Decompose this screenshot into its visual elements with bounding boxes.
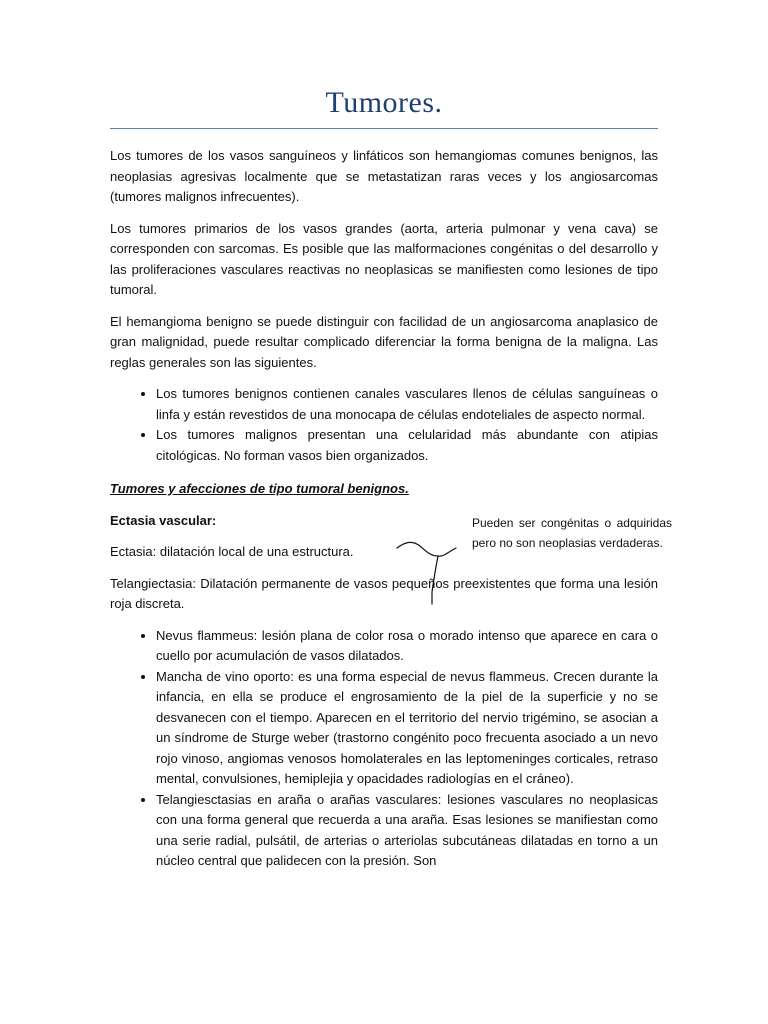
- side-note: Pueden ser congénitas o adquiridas pero no son neoplasias verdaderas.: [472, 516, 672, 550]
- ectasia-definition: Ectasia: dilatación local de una estructura.: [110, 544, 354, 559]
- telangiectasia-definition: Telangiectasia: Dilatación permanente de vasos pequeños preexistentes que forma una lesión roja discreta.: [110, 575, 658, 611]
- list-item: • Telangiesctasias en araña o arañas vasculares: lesiones vasculares no neoplasicas con una forma general que recuerda a una araña. Esas lesiones se manifiestan como una serie radial, pulsátil, de arterias o arteriolas subcutáneas dilatadas en torno a un núcleo central que palidecen con la presión. Son: [156, 790, 658, 872]
- list-item: • Los tumores benignos contienen canales vasculares llenos de células sanguíneas o linfa y están revestidos de una monocapa de células endoteliales de aspecto normal.: [156, 384, 658, 425]
- list-item: • Los tumores malignos presentan una celularidad más abundante con atipias citológicas. No forman vasos bien organizados.: [156, 425, 658, 466]
- section-title: Tumores y afecciones de tipo tumoral benignos.: [110, 481, 409, 496]
- list-item: • Mancha de vino oporto: es una forma especial de nevus flammeus. Crecen durante la infancia, en ella se produce el engrosamiento de la piel de la superficie y no se desvanecen con el tiempo. Aparecen en el territorio del nervio trigémino, se asocian a un síndrome de Sturge weber (trastorno congénito poco frecuenta asociado a un nevo rojo vinoso, angiomas venosos homolaterales en las leptomeninges corticales, retraso mental, convulsiones, hemiplejia y opacidades radiologías en el cráneo).: [156, 667, 658, 790]
- paragraph-large-vessels: Los tumores primarios de los vasos grandes (aorta, arteria pulmonar y vena cava) se corresponden con sarcomas. Es posible que las malformaciones congénitas o del desarrollo y las proliferaciones vasculares reactivas no neoplasicas se manifiesten como lesiones de tipo tumoral.: [110, 220, 658, 297]
- document-title: Tumores.: [325, 86, 443, 119]
- paragraph-rules: El hemangioma benigno se puede distinguir con facilidad de un angiosarcoma anaplasico de gran malignidad, puede resultar complicado diferenciar la forma benigna de la maligna. Las reglas generales son las siguientes.: [110, 313, 658, 370]
- paragraph-intro: Los tumores de los vasos sanguíneos y linfáticos son hemangiomas comunes benignos, las neoplasias agresivas localmente que se metastatizan raras veces y los angiosarcomas (tumores malignos infrecuentes).: [110, 148, 658, 204]
- list-item: • Nevus flammeus: lesión plana de color rosa o morado intenso que aparece en cara o cuello por acumulación de vasos dilatados.: [156, 626, 658, 667]
- subheading-ectasia: Ectasia vascular:: [110, 512, 217, 528]
